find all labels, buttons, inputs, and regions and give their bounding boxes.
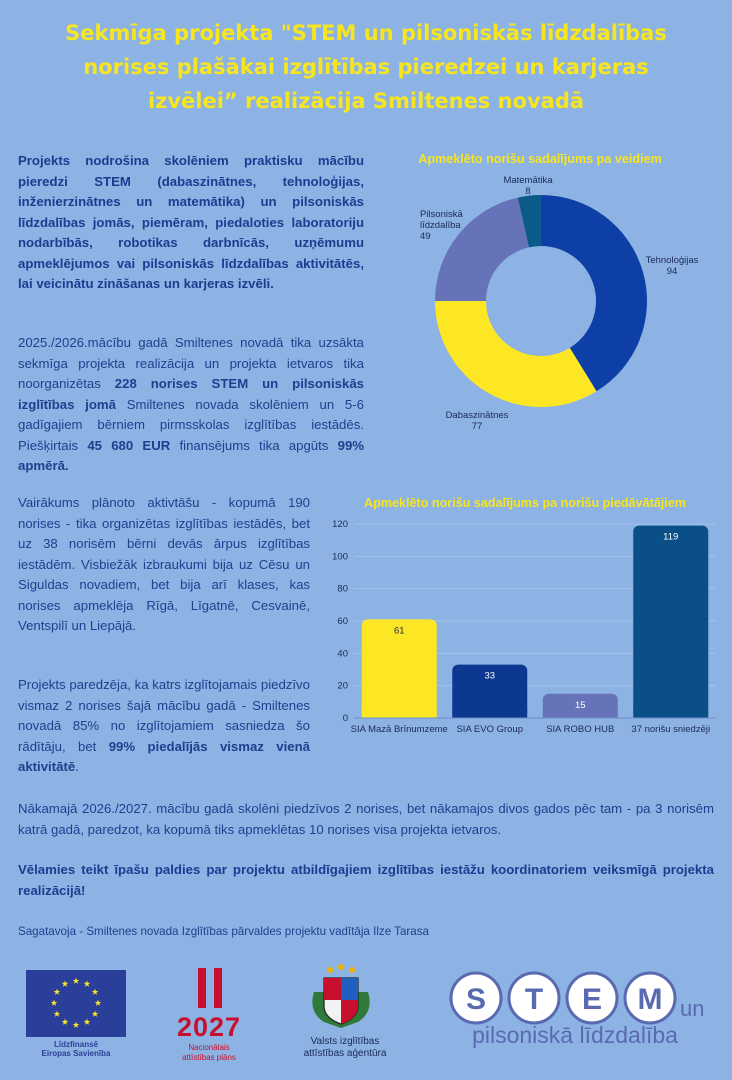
highlight-percent: 99% apmērā. <box>18 437 365 473</box>
donut-label-2: līdzdalība <box>420 220 461 231</box>
y-tick-label: 80 <box>337 583 348 595</box>
x-tick-label: SIA EVO Group <box>456 724 524 735</box>
viaa-caption-line: Valsts izglītības <box>310 1036 380 1047</box>
stem-letter: T <box>524 983 544 1016</box>
highlight-events: 228 norises STEM un pilsoniskās izglītības jomā <box>18 376 364 412</box>
intro-paragraph: Projekts nodrošina skolēniem praktisku mācību pieredzi STEM (dabaszinātnes, tehnoloģijas, inženierzinātnes un matemātika) un pilsoniskās līdzdalības jomās, piemēram, piedaloties laboratoriju nodarbībās, robotikas darbnīcās, uzņēmumu apmeklējumos vai pilsoniskās līdzdalības aktivitātēs, lai veicinātu zināšanas un karjeras izvēli. <box>18 153 364 291</box>
star-icon <box>54 989 60 995</box>
coat-of-arms-icon <box>306 962 376 1030</box>
bar-data-label: 61 <box>393 625 405 637</box>
participation-paragraph <box>18 675 310 778</box>
donut-label-3: 8 <box>525 186 531 197</box>
donut-slice-1 <box>435 301 597 407</box>
text-span: Projekts paredzēja, ka katrs izglītojamais piedzīvo vismaz 2 norises šajā mācību gadā - Smiltenes novadā 85% no izglītojamiem sasniedza šo rādītāju, bet <box>18 677 310 754</box>
text-span: Smiltenes novada skolēniem un 5-6 gadīgajiem bērniem pirmsskolas izglītības iestādēs. Piešķirtais <box>18 396 364 453</box>
title-line: norises plašākai izglītības pieredzei un karjeras <box>83 55 649 79</box>
donut-chart-title: Apmeklēto norišu sadalījums pa veidiem <box>418 152 662 166</box>
y-tick-label: 60 <box>337 616 348 627</box>
thanks-paragraph: Vēlamies teikt īpašu paldies par projektu atbildīgajiem izglītības iestāžu koordinatoriem veiksmīgā projekta realizācijā! <box>18 862 714 898</box>
nap-caption-line: attīstības plāns <box>182 1053 236 1062</box>
star-icon <box>84 981 90 987</box>
author-credit: Sagatavoja - Smiltenes novada Izglītības pārvaldes projektu vadītāja Ilze Tarasa <box>18 925 429 938</box>
donut-label-3: Matemātika <box>503 175 553 186</box>
donut-label-0: 94 <box>666 266 678 277</box>
star-icon <box>92 989 98 995</box>
title-line: Sekmīga projekta "STEM un pilsoniskās līdzdalības <box>65 21 667 45</box>
next-year-paragraph: Nākamajā 2026./2027. mācību gadā skolēni piedzīvos 2 norises, bet nākamajos divos gados pēc tam - pa 3 norisēm katrā gadā, paredzot, ka kopumā tiks apmeklētas 10 norises visa projekta ietvaros. <box>18 801 714 837</box>
text-span: 2025./2026.mācību gadā Smiltenes novadā tika uzsākta sekmīga projekta realizācija un projekta ietvaros tika noorganizētas <box>18 335 364 391</box>
stem-letter: S <box>465 983 487 1016</box>
viaa-caption <box>290 1036 400 1060</box>
bar-chart-title: Apmeklēto norišu sadalījums pa norišu piedāvātājiem <box>364 496 686 510</box>
eu-caption-line: Eiropas Savienība <box>41 1049 111 1058</box>
x-tick-label: 37 norišu sniedzēji <box>631 724 711 735</box>
text-span: . <box>75 759 79 774</box>
star-icon <box>51 1000 57 1006</box>
nap-year: 2027 <box>176 1012 242 1042</box>
x-tick-label: SIA ROBO HUB <box>546 724 615 735</box>
eu-caption-line: Līdzfinansē <box>53 1040 98 1049</box>
star-icon <box>92 1011 98 1017</box>
donut-chart <box>380 170 720 440</box>
y-tick-label: 40 <box>337 648 348 660</box>
text-span: finansējums tika apgūts <box>170 437 338 453</box>
donut-label-2: Pilsoniskā <box>420 209 463 220</box>
viaa-caption-line: attīstības aģentūra <box>303 1048 387 1059</box>
bar-data-label: 33 <box>484 670 496 682</box>
stem-letter: E <box>581 983 603 1016</box>
bar-base-0 <box>362 710 437 718</box>
x-tick-label: SIA Mazā Brīnumzeme <box>350 724 448 735</box>
nap-caption <box>168 1043 250 1063</box>
page-title <box>0 16 732 118</box>
donut-label-2: 49 <box>420 231 431 242</box>
bar-data-label: 119 <box>663 531 679 543</box>
y-tick-label: 120 <box>332 519 348 530</box>
bar-chart <box>330 512 722 742</box>
bar-base-3 <box>633 710 708 718</box>
star-icon <box>73 978 79 984</box>
eu-caption <box>26 1040 126 1058</box>
highlight-funding: 45 680 EUR <box>87 437 171 453</box>
star-icon <box>84 1019 90 1025</box>
y-tick-label: 20 <box>337 680 348 692</box>
bar-base-2 <box>543 710 618 718</box>
stem-un-text: un <box>680 996 705 1021</box>
star-icon <box>62 1019 68 1025</box>
donut-label-1: Dabaszinātnes <box>445 410 509 421</box>
star-icon <box>73 1022 79 1028</box>
donut-label-1: 77 <box>471 421 483 432</box>
nap-caption-line: Nacionālais <box>188 1043 230 1052</box>
donut-label-0: Tehnoloģijas <box>645 255 699 266</box>
star-icon <box>54 1011 60 1017</box>
bar-data-label: 15 <box>574 699 586 711</box>
star-icon <box>62 981 68 987</box>
highlight-participation: 99% piedalījās vismaz vienā aktivitātē <box>18 738 311 774</box>
results-paragraph <box>18 333 364 477</box>
y-tick-label: 0 <box>342 713 348 724</box>
bar-3 <box>633 526 708 718</box>
star-icon <box>95 1000 101 1006</box>
title-line: izvēlei” realizācija Smiltenes novadā <box>147 89 585 113</box>
eu-flag-logo <box>26 970 126 1037</box>
stem-letter: M <box>637 983 663 1016</box>
bar-base-1 <box>452 710 527 718</box>
stem-caption: pilsoniskā līdzdalība <box>472 1022 678 1048</box>
y-tick-label: 100 <box>332 551 348 563</box>
eu-stars-icon <box>26 970 126 1037</box>
trips-paragraph: Vairākums plānoto aktivtāšu - kopumā 190 norises - tika organizētas izglītības iestādēs, bet uz 38 norisēm bērni devās ārpus izglītības iestādēm. Visbiežāk izbraukumi bija uz Cēsu un Siguldas novadiem, bet bija arī klases, kas norises apmeklēja Rīgā, Līgatnē, Cesvainē, Ventspilī un Liepājā. <box>18 495 310 633</box>
